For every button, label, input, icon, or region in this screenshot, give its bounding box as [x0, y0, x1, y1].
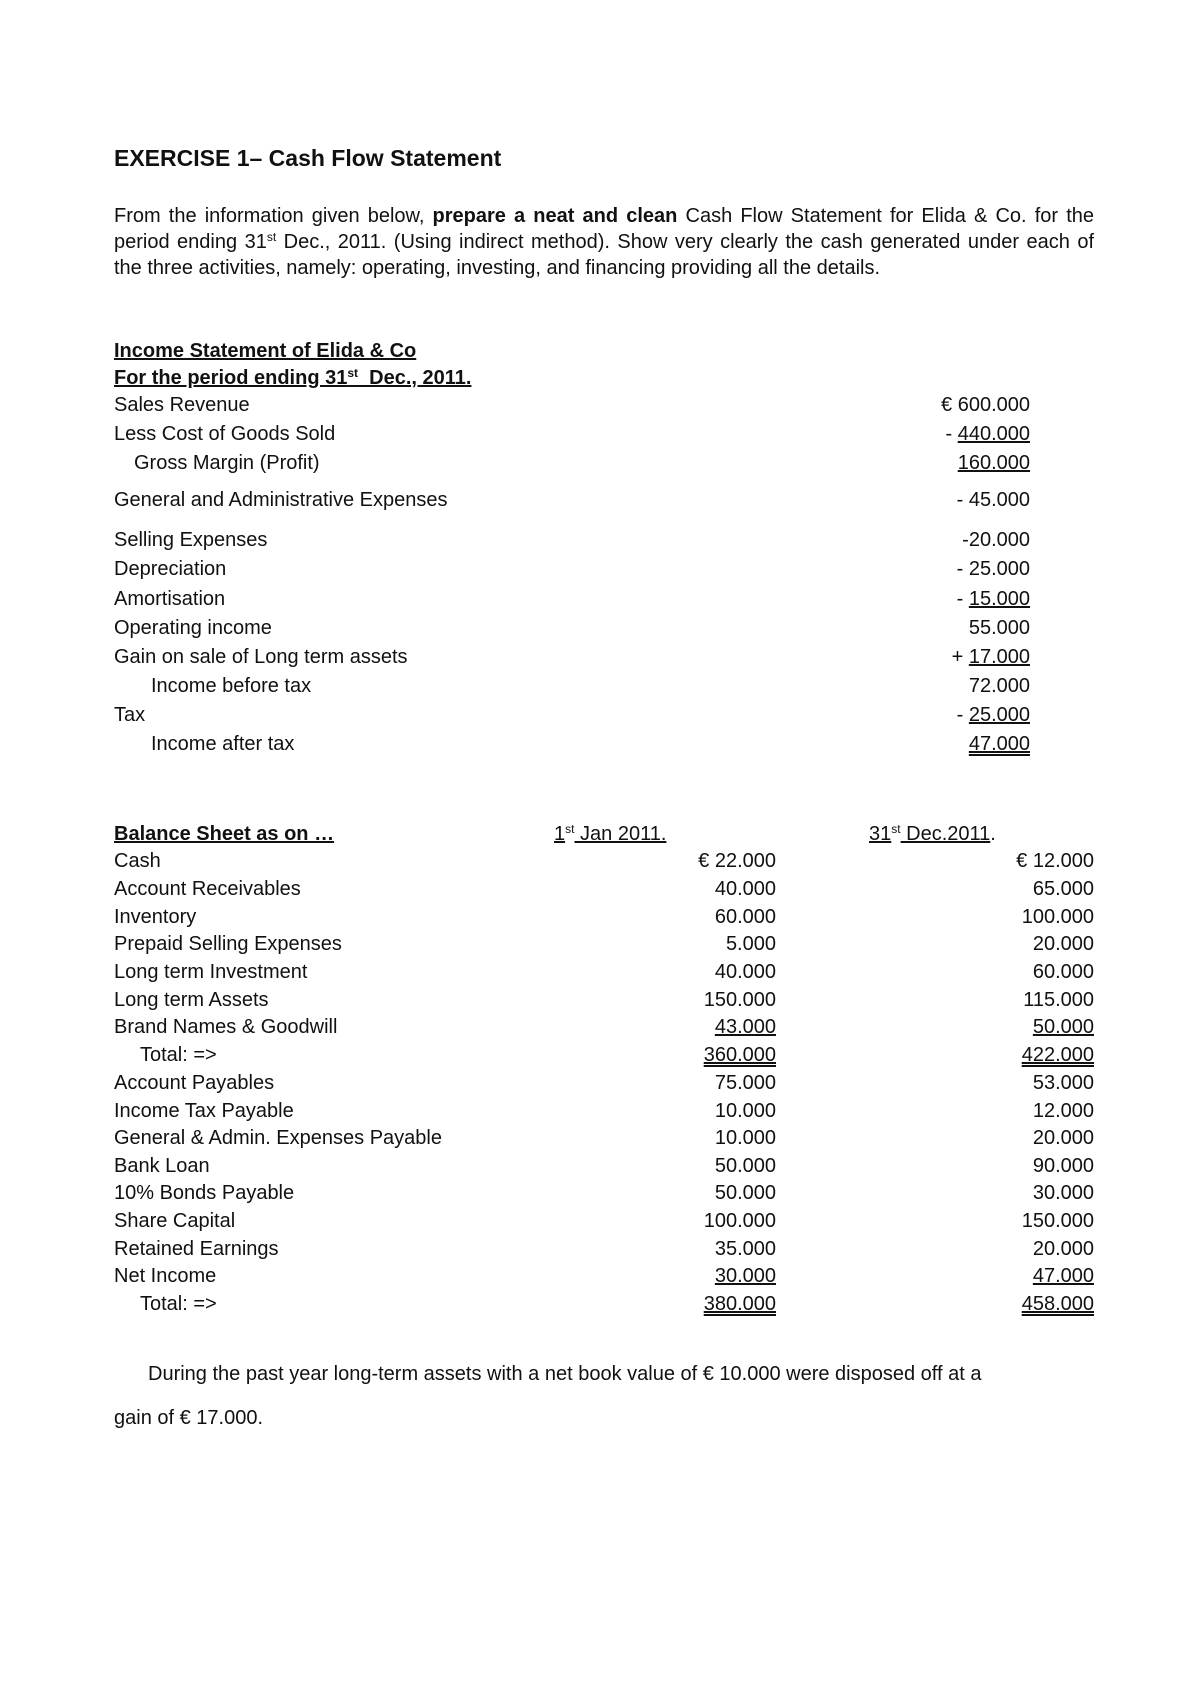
- balance-row-label: Bank Loan: [114, 1155, 210, 1177]
- balance-row-label: Total: =>: [140, 1293, 217, 1315]
- income-row-value: 55.000: [968, 617, 1030, 639]
- balance-row: [114, 1072, 1094, 1099]
- balance-row-label: Income Tax Payable: [114, 1100, 294, 1122]
- income-row: [114, 529, 1094, 557]
- col2-text-b: Dec.2011: [900, 823, 991, 845]
- balance-row-label: Total: =>: [140, 1044, 217, 1066]
- balance-row-dec: € 12.000: [1016, 850, 1094, 872]
- income-row-value: [945, 423, 1030, 446]
- balance-row-label: Prepaid Selling Expenses: [114, 933, 342, 955]
- value-number: 440.000: [957, 423, 1030, 445]
- income-row-value: -20.000: [962, 529, 1030, 551]
- income-row: [114, 733, 1094, 761]
- balance-row-dec: 60.000: [1032, 961, 1094, 983]
- balance-row-jan: 30.000: [714, 1265, 776, 1287]
- balance-row-jan: 40.000: [714, 878, 776, 900]
- income-row-value: 47.000: [968, 733, 1030, 755]
- income-row-value: [957, 588, 1030, 611]
- intro-paragraph: [114, 203, 1094, 281]
- income-row-label: Income after tax: [151, 733, 295, 755]
- balance-row: [114, 850, 1094, 877]
- value-prefix: -: [956, 704, 969, 726]
- balance-row-label: Account Payables: [114, 1072, 275, 1094]
- balance-row-dec: 20.000: [1032, 1238, 1094, 1260]
- income-row: [114, 704, 1094, 732]
- income-row: [114, 489, 1094, 517]
- balance-row-jan: 40.000: [714, 961, 776, 983]
- balance-row-label: Long term Assets: [114, 989, 269, 1011]
- balance-row-label: General & Admin. Expenses Payable: [114, 1127, 442, 1149]
- balance-row-total: [114, 1293, 1094, 1320]
- balance-row-dec: 458.000: [1021, 1293, 1094, 1315]
- income-row-value: [957, 704, 1030, 727]
- income-row: [114, 675, 1094, 703]
- income-row-label: Sales Revenue: [114, 394, 250, 416]
- balance-row-jan: 10.000: [714, 1127, 776, 1149]
- balance-row: [114, 878, 1094, 905]
- balance-col-dec: [869, 823, 996, 846]
- period-text-a: For the period ending 31: [114, 367, 348, 389]
- income-row-value: - 25.000: [956, 558, 1030, 580]
- balance-row-dec: 20.000: [1032, 933, 1094, 955]
- balance-row: [114, 1016, 1094, 1043]
- period-text-b: Dec., 2011.: [358, 367, 472, 389]
- value-prefix: +: [951, 646, 969, 668]
- income-row-value: - 45.000: [956, 489, 1030, 511]
- income-row-label: Income before tax: [151, 675, 312, 697]
- income-row-value: 72.000: [968, 675, 1030, 697]
- balance-row-dec: 30.000: [1032, 1182, 1094, 1204]
- balance-row: [114, 1182, 1094, 1209]
- balance-row-label: Cash: [114, 850, 161, 872]
- period-sup: st: [347, 366, 359, 380]
- closing-paragraph: [114, 1352, 1094, 1440]
- income-row: [114, 394, 1094, 422]
- closing-line-1: During the past year long-term assets with a net book value of € 10.000 were disposed off at a: [148, 1363, 982, 1385]
- intro-text-1: From the information given below,: [114, 205, 433, 227]
- balance-row-jan: 100.000: [703, 1210, 776, 1232]
- balance-row-dec: 50.000: [1032, 1016, 1094, 1038]
- income-row-label: Operating income: [114, 617, 272, 639]
- income-row-label: Gross Margin (Profit): [134, 452, 320, 474]
- balance-row-jan: 5.000: [725, 933, 776, 955]
- balance-row-label: Retained Earnings: [114, 1238, 279, 1260]
- balance-row-dec: 115.000: [1023, 989, 1094, 1011]
- income-statement-heading: Income Statement of Elida & Co: [114, 340, 417, 362]
- income-row-value: 160.000: [957, 452, 1030, 474]
- balance-row: [114, 1265, 1094, 1292]
- balance-row-jan: 380.000: [703, 1293, 776, 1315]
- balance-row-label: Brand Names & Goodwill: [114, 1016, 338, 1038]
- balance-row-jan: 75.000: [714, 1072, 776, 1094]
- balance-sheet-heading: Balance Sheet as on …: [114, 823, 335, 845]
- value-prefix: -: [956, 588, 969, 610]
- balance-row-jan: € 22.000: [698, 850, 776, 872]
- balance-row-dec: 422.000: [1021, 1044, 1094, 1066]
- balance-row: [114, 1100, 1094, 1127]
- balance-row-dec: 90.000: [1032, 1155, 1094, 1177]
- income-row-value: € 600.000: [941, 394, 1030, 416]
- balance-row: [114, 933, 1094, 960]
- balance-row-dec: 20.000: [1032, 1127, 1094, 1149]
- value-prefix: -: [945, 423, 958, 445]
- closing-line-2: gain of € 17.000.: [114, 1407, 264, 1429]
- col2-text-c: .: [990, 823, 996, 845]
- income-row: [114, 558, 1094, 586]
- exercise-title: EXERCISE 1– Cash Flow Statement: [114, 145, 502, 171]
- balance-row-label: Net Income: [114, 1265, 217, 1287]
- income-row: [114, 646, 1094, 674]
- income-row-label: Tax: [114, 704, 146, 726]
- balance-row-dec: 47.000: [1032, 1265, 1094, 1287]
- balance-row-jan: 10.000: [714, 1100, 776, 1122]
- col2-sup: st: [891, 822, 901, 836]
- balance-row-label: Account Receivables: [114, 878, 301, 900]
- income-statement-period: [114, 367, 471, 390]
- income-row: [114, 423, 1094, 451]
- income-row-label: Gain on sale of Long term assets: [114, 646, 408, 668]
- balance-row-jan: 35.000: [714, 1238, 776, 1260]
- income-row: [114, 588, 1094, 616]
- balance-row-label: Long term Investment: [114, 961, 308, 983]
- income-row-label: Depreciation: [114, 558, 227, 580]
- income-row: [114, 617, 1094, 645]
- balance-row-total: [114, 1044, 1094, 1071]
- balance-col-jan: [554, 823, 666, 846]
- balance-row: [114, 1155, 1094, 1182]
- col1-text-b: Jan 2011.: [574, 823, 667, 845]
- value-number: 25.000: [968, 704, 1030, 726]
- col1-text-a: 1: [554, 823, 566, 845]
- income-row: [114, 452, 1094, 480]
- balance-row: [114, 1210, 1094, 1237]
- balance-row-dec: 100.000: [1021, 906, 1094, 928]
- value-number: 15.000: [968, 588, 1030, 610]
- balance-row: [114, 961, 1094, 988]
- balance-row-jan: 150.000: [703, 989, 776, 1011]
- balance-row-jan: 43.000: [714, 1016, 776, 1038]
- balance-row-label: 10% Bonds Payable: [114, 1182, 295, 1204]
- income-row-value: [952, 646, 1030, 669]
- balance-row-label: Share Capital: [114, 1210, 236, 1232]
- balance-row: [114, 989, 1094, 1016]
- intro-bold-text: prepare a neat and clean: [432, 205, 678, 227]
- balance-row-label: Inventory: [114, 906, 197, 928]
- balance-row-jan: 60.000: [714, 906, 776, 928]
- balance-row: [114, 906, 1094, 933]
- income-row-label: Less Cost of Goods Sold: [114, 423, 336, 445]
- balance-row-dec: 12.000: [1032, 1100, 1094, 1122]
- col1-sup: st: [565, 822, 575, 836]
- balance-row-jan: 50.000: [714, 1182, 776, 1204]
- income-row-label: Amortisation: [114, 588, 226, 610]
- col2-text-a: 31: [869, 823, 892, 845]
- income-row-label: General and Administrative Expenses: [114, 489, 448, 511]
- balance-row-jan: 360.000: [703, 1044, 776, 1066]
- value-number: 17.000: [968, 646, 1030, 668]
- income-row-label: Selling Expenses: [114, 529, 268, 551]
- intro-sup: st: [266, 230, 277, 244]
- intro-text-2: Cash Flow Statement for Elida & Co. for the period ending 31: [114, 205, 1094, 253]
- balance-row-dec: 53.000: [1032, 1072, 1094, 1094]
- balance-row: [114, 1127, 1094, 1154]
- balance-row-dec: 65.000: [1032, 878, 1094, 900]
- intro-text-3: Dec., 2011. (Using indirect method). Show very clearly the cash generated under each of the three activities, namely: operating, investing, and financing providing all the details.: [114, 231, 1094, 279]
- balance-row-dec: 150.000: [1021, 1210, 1094, 1232]
- balance-row-jan: 50.000: [714, 1155, 776, 1177]
- balance-row: [114, 1238, 1094, 1265]
